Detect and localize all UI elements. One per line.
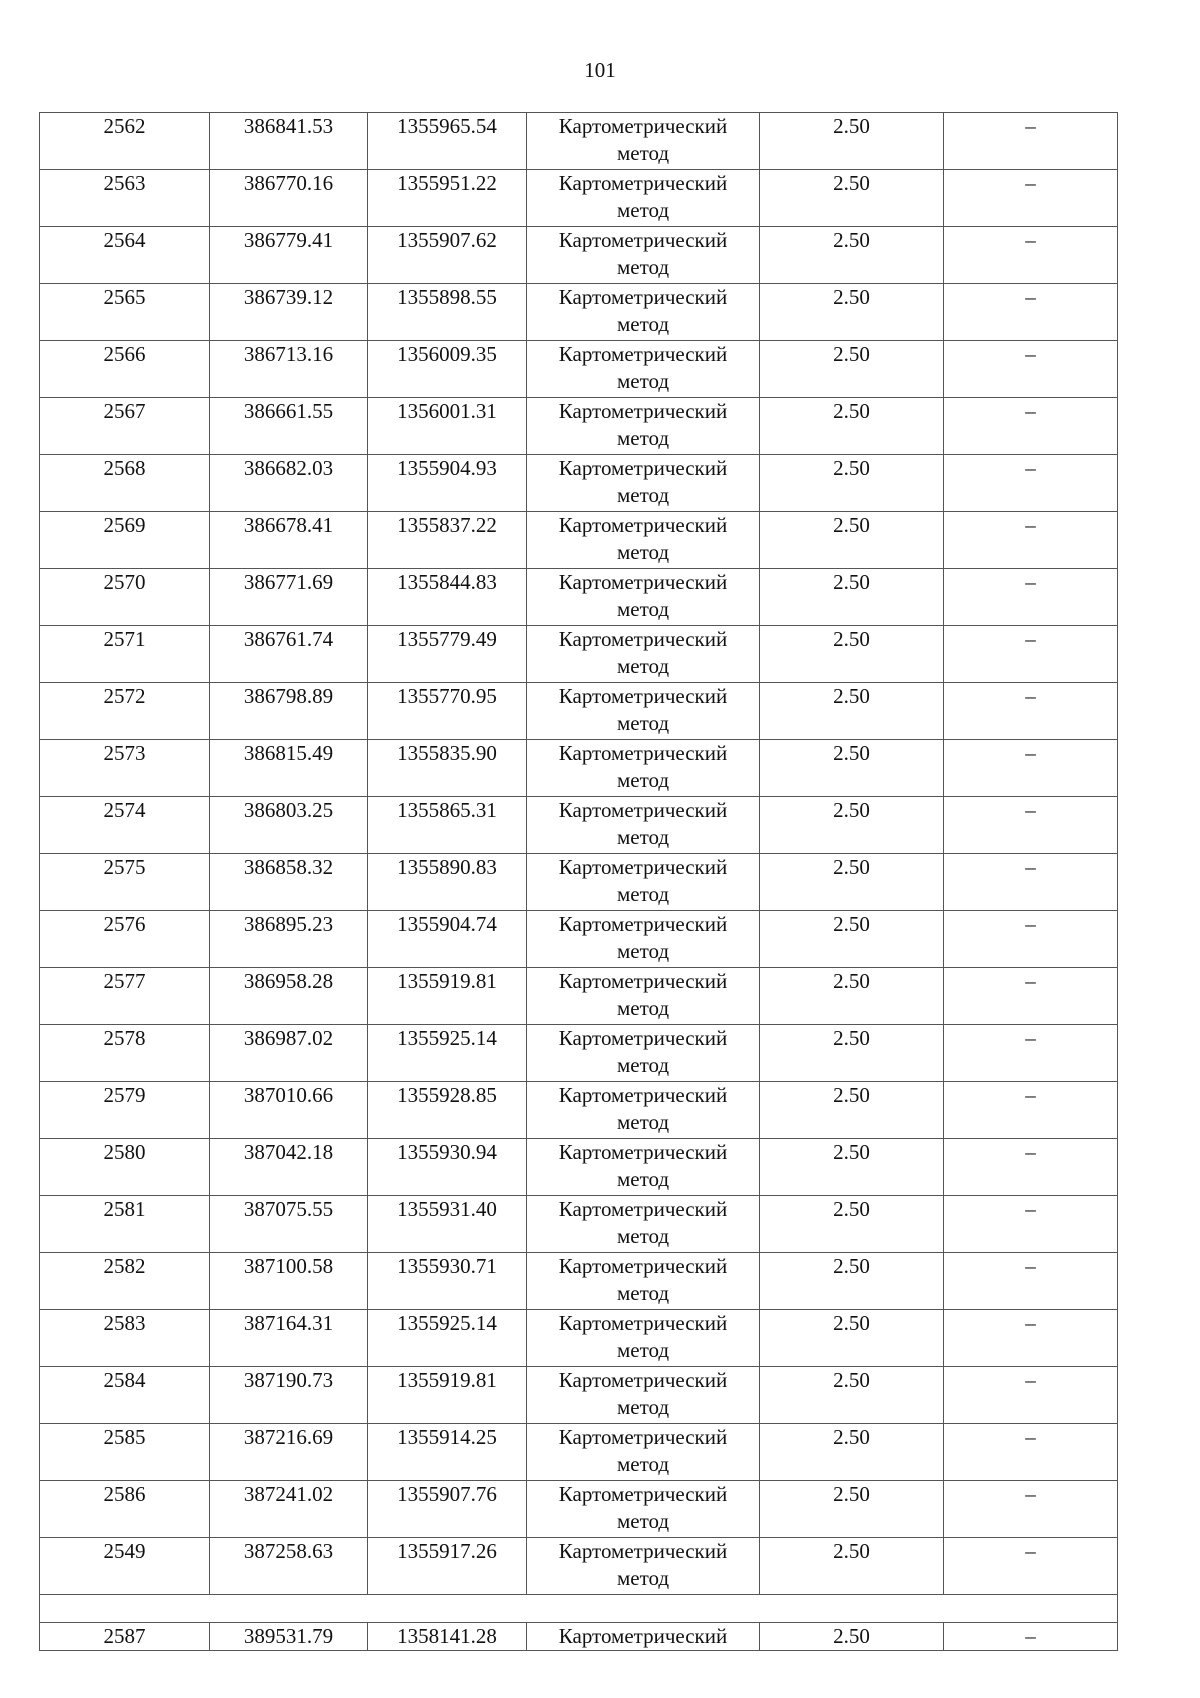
table-row	[40, 398, 1118, 455]
cell-note: –	[944, 227, 1118, 284]
cell-coordinate-x: 387100.58	[210, 1253, 368, 1310]
table-row	[40, 968, 1118, 1025]
cell-coordinate-x: 386841.53	[210, 113, 368, 170]
cell-coordinate-x: 387042.18	[210, 1139, 368, 1196]
table-row	[40, 569, 1118, 626]
cell-note: –	[944, 1310, 1118, 1367]
cell-coordinate-x: 387190.73	[210, 1367, 368, 1424]
cell-method	[527, 1481, 760, 1538]
cell-point-number: 2549	[40, 1538, 210, 1595]
cell-accuracy: 2.50	[760, 797, 944, 854]
cell-coordinate-x: 386895.23	[210, 911, 368, 968]
cell-coordinate-y: 1355844.83	[368, 569, 527, 626]
table-row	[40, 1367, 1118, 1424]
cell-note: –	[944, 341, 1118, 398]
table-row	[40, 683, 1118, 740]
cell-method	[527, 1082, 760, 1139]
cell-coordinate-y: 1355907.62	[368, 227, 527, 284]
cell-point-number: 2562	[40, 113, 210, 170]
table-row	[40, 1424, 1118, 1481]
cell-coordinate-x: 386958.28	[210, 968, 368, 1025]
table-row	[40, 1196, 1118, 1253]
method-line-2: метод	[616, 426, 670, 450]
cell-method	[527, 284, 760, 341]
table-row	[40, 455, 1118, 512]
cell-coordinate-x: 386858.32	[210, 854, 368, 911]
method-line-2: метод	[616, 540, 670, 564]
method-line-2: метод	[616, 996, 670, 1020]
cell-accuracy: 2.50	[760, 1139, 944, 1196]
cell-coordinate-y: 1355907.76	[368, 1481, 527, 1538]
cell-point-number: 2571	[40, 626, 210, 683]
cell-accuracy: 2.50	[760, 113, 944, 170]
cell-accuracy: 2.50	[760, 854, 944, 911]
table-row	[40, 1310, 1118, 1367]
cell-coordinate-x: 387075.55	[210, 1196, 368, 1253]
cell-coordinate-x: 386803.25	[210, 797, 368, 854]
table-row	[40, 227, 1118, 284]
cell-coordinate-x: 387258.63	[210, 1538, 368, 1595]
table-row	[40, 740, 1118, 797]
cell-coordinate-y: 1355928.85	[368, 1082, 527, 1139]
method-line-1: Картометрический	[558, 114, 728, 138]
cell-coordinate-y: 1355904.93	[368, 455, 527, 512]
method-line-1: Картометрический	[558, 399, 728, 423]
cell-accuracy: 2.50	[760, 1025, 944, 1082]
table-row	[40, 1538, 1118, 1595]
cell-method	[527, 455, 760, 512]
table-body	[40, 113, 1118, 1651]
cell-note: –	[944, 1196, 1118, 1253]
method-line-1: Картометрический	[558, 456, 728, 480]
cell-method	[527, 968, 760, 1025]
cell-accuracy: 2.50	[760, 1310, 944, 1367]
cell-method	[527, 854, 760, 911]
method-line-1: Картометрический	[558, 1197, 728, 1221]
cell-note: –	[944, 1367, 1118, 1424]
cell-accuracy: 2.50	[760, 1538, 944, 1595]
cell-point-number: 2573	[40, 740, 210, 797]
cell-note: –	[944, 1623, 1118, 1651]
cell-method	[527, 1424, 760, 1481]
cell-coordinate-y: 1355951.22	[368, 170, 527, 227]
coordinates-table	[39, 112, 1118, 1651]
cell-note: –	[944, 1538, 1118, 1595]
cell-method	[527, 740, 760, 797]
cell-coordinate-y: 1358141.28	[368, 1623, 527, 1651]
method-line-1: Картометрический	[558, 171, 728, 195]
cell-accuracy: 2.50	[760, 512, 944, 569]
cell-method	[527, 1253, 760, 1310]
method-line-1: Картометрический	[558, 684, 728, 708]
cell-coordinate-x: 387164.31	[210, 1310, 368, 1367]
cell-accuracy: 2.50	[760, 170, 944, 227]
cell-point-number: 2581	[40, 1196, 210, 1253]
cell-method	[527, 1623, 760, 1651]
cell-accuracy: 2.50	[760, 1082, 944, 1139]
cell-coordinate-x: 386815.49	[210, 740, 368, 797]
method-line-2: метод	[616, 711, 670, 735]
cell-note: –	[944, 1424, 1118, 1481]
cell-accuracy: 2.50	[760, 740, 944, 797]
cell-coordinate-y: 1355930.94	[368, 1139, 527, 1196]
cell-coordinate-x: 387010.66	[210, 1082, 368, 1139]
method-line-2: метод	[616, 1509, 670, 1533]
method-line-2: метод	[616, 312, 670, 336]
cell-coordinate-x: 386739.12	[210, 284, 368, 341]
method-line-2: метод	[616, 1053, 670, 1077]
cell-point-number: 2572	[40, 683, 210, 740]
cell-coordinate-x: 386761.74	[210, 626, 368, 683]
cell-coordinate-y: 1355904.74	[368, 911, 527, 968]
cell-coordinate-x: 386682.03	[210, 455, 368, 512]
cell-point-number: 2568	[40, 455, 210, 512]
cell-note: –	[944, 1481, 1118, 1538]
table-row	[40, 512, 1118, 569]
table-row	[40, 170, 1118, 227]
cell-accuracy: 2.50	[760, 1253, 944, 1310]
table-row	[40, 797, 1118, 854]
cell-point-number: 2587	[40, 1623, 210, 1651]
cell-method	[527, 1367, 760, 1424]
cell-coordinate-y: 1355770.95	[368, 683, 527, 740]
method-line-2: метод	[616, 825, 670, 849]
cell-coordinate-y: 1355925.14	[368, 1025, 527, 1082]
cell-coordinate-x: 387241.02	[210, 1481, 368, 1538]
cell-point-number: 2578	[40, 1025, 210, 1082]
method-line-1: Картометрический	[558, 1368, 728, 1392]
cell-accuracy: 2.50	[760, 569, 944, 626]
cell-method	[527, 1025, 760, 1082]
method-line-2: метод	[616, 654, 670, 678]
cell-method	[527, 1196, 760, 1253]
method-line-2: метод	[616, 882, 670, 906]
method-line-2: метод	[616, 1566, 670, 1590]
cell-point-number: 2584	[40, 1367, 210, 1424]
cell-point-number: 2576	[40, 911, 210, 968]
cell-coordinate-y: 1355865.31	[368, 797, 527, 854]
cell-point-number: 2563	[40, 170, 210, 227]
cell-coordinate-y: 1355837.22	[368, 512, 527, 569]
method-line-1: Картометрический	[558, 969, 728, 993]
cell-method	[527, 227, 760, 284]
cell-note: –	[944, 626, 1118, 683]
method-line-1: Картометрический	[558, 285, 728, 309]
cell-coordinate-y: 1355930.71	[368, 1253, 527, 1310]
cell-coordinate-y: 1355835.90	[368, 740, 527, 797]
cell-point-number: 2575	[40, 854, 210, 911]
table-row	[40, 113, 1118, 170]
cell-accuracy: 2.50	[760, 968, 944, 1025]
method-line-1: Картометрический	[558, 855, 728, 879]
cell-method	[527, 512, 760, 569]
method-line-1: Картометрический	[558, 1482, 728, 1506]
cell-point-number: 2565	[40, 284, 210, 341]
cell-accuracy: 2.50	[760, 683, 944, 740]
cell-coordinate-y: 1355898.55	[368, 284, 527, 341]
cell-method	[527, 341, 760, 398]
cell-note: –	[944, 740, 1118, 797]
table-row	[40, 1082, 1118, 1139]
cell-coordinate-y: 1355931.40	[368, 1196, 527, 1253]
cell-note: –	[944, 854, 1118, 911]
cell-accuracy: 2.50	[760, 1367, 944, 1424]
cell-coordinate-x: 386779.41	[210, 227, 368, 284]
method-line-1: Картометрический	[558, 1254, 728, 1278]
cell-note: –	[944, 170, 1118, 227]
cell-method	[527, 398, 760, 455]
cell-point-number: 2585	[40, 1424, 210, 1481]
cell-point-number: 2577	[40, 968, 210, 1025]
method-line-2: метод	[616, 483, 670, 507]
table-row	[40, 1481, 1118, 1538]
cell-note: –	[944, 911, 1118, 968]
cell-note: –	[944, 683, 1118, 740]
cell-point-number: 2586	[40, 1481, 210, 1538]
separator-cell	[40, 1595, 1118, 1623]
table-row	[40, 284, 1118, 341]
cell-accuracy: 2.50	[760, 227, 944, 284]
method-line-2: метод	[616, 1110, 670, 1134]
method-line-1: Картометрический	[558, 228, 728, 252]
cell-accuracy: 2.50	[760, 1424, 944, 1481]
cell-point-number: 2579	[40, 1082, 210, 1139]
method-line-2: метод	[616, 1452, 670, 1476]
method-line-2: метод	[616, 255, 670, 279]
table-row	[40, 626, 1118, 683]
table-row	[40, 854, 1118, 911]
cell-point-number: 2564	[40, 227, 210, 284]
cell-coordinate-y: 1356009.35	[368, 341, 527, 398]
cell-coordinate-x: 389531.79	[210, 1623, 368, 1651]
method-line-1: Картометрический	[558, 513, 728, 537]
cell-coordinate-x: 386678.41	[210, 512, 368, 569]
method-line-2: метод	[616, 939, 670, 963]
cell-point-number: 2583	[40, 1310, 210, 1367]
cell-accuracy: 2.50	[760, 1623, 944, 1651]
cell-note: –	[944, 1025, 1118, 1082]
cell-note: –	[944, 512, 1118, 569]
cell-note: –	[944, 284, 1118, 341]
cell-accuracy: 2.50	[760, 1481, 944, 1538]
cell-coordinate-y: 1355914.25	[368, 1424, 527, 1481]
cell-coordinate-y: 1355919.81	[368, 968, 527, 1025]
cell-note: –	[944, 968, 1118, 1025]
method-line-2: метод	[616, 198, 670, 222]
method-line-1: Картометрический	[558, 912, 728, 936]
cell-method	[527, 1310, 760, 1367]
method-line-1: Картометрический	[558, 1026, 728, 1050]
table-row	[40, 1139, 1118, 1196]
cell-method	[527, 170, 760, 227]
method-line-1: Картометрический	[558, 1140, 728, 1164]
table-row	[40, 1025, 1118, 1082]
cell-point-number: 2570	[40, 569, 210, 626]
cell-coordinate-y: 1355965.54	[368, 113, 527, 170]
method-line-1: Картометрический	[558, 627, 728, 651]
cell-coordinate-y: 1356001.31	[368, 398, 527, 455]
method-line-1: Картометрический	[558, 570, 728, 594]
method-line-2: метод	[616, 1167, 670, 1191]
cell-accuracy: 2.50	[760, 284, 944, 341]
cell-method	[527, 1538, 760, 1595]
method-line-2: метод	[616, 1338, 670, 1362]
cell-point-number: 2566	[40, 341, 210, 398]
cell-note: –	[944, 1253, 1118, 1310]
cell-point-number: 2580	[40, 1139, 210, 1196]
method-line-2: метод	[616, 141, 670, 165]
cell-coordinate-x: 386770.16	[210, 170, 368, 227]
method-line-1: Картометрический	[558, 798, 728, 822]
cell-coordinate-y: 1355890.83	[368, 854, 527, 911]
table-row	[40, 341, 1118, 398]
cell-accuracy: 2.50	[760, 455, 944, 512]
method-line-2: метод	[616, 768, 670, 792]
cell-accuracy: 2.50	[760, 626, 944, 683]
separator-row	[40, 1595, 1118, 1623]
cell-note: –	[944, 1082, 1118, 1139]
cell-note: –	[944, 398, 1118, 455]
cell-accuracy: 2.50	[760, 341, 944, 398]
cell-method	[527, 113, 760, 170]
cell-note: –	[944, 569, 1118, 626]
method-line-1: Картометрический	[558, 342, 728, 366]
cell-coordinate-x: 386771.69	[210, 569, 368, 626]
cell-point-number: 2569	[40, 512, 210, 569]
cell-coordinate-x: 386713.16	[210, 341, 368, 398]
table-row	[40, 911, 1118, 968]
method-line-1: Картометрический	[558, 1539, 728, 1563]
cell-method	[527, 1139, 760, 1196]
cell-accuracy: 2.50	[760, 911, 944, 968]
cell-coordinate-x: 387216.69	[210, 1424, 368, 1481]
method-line-2: метод	[616, 369, 670, 393]
method-line-2: метод	[616, 1395, 670, 1419]
cell-coordinate-x: 386798.89	[210, 683, 368, 740]
cell-coordinate-y: 1355925.14	[368, 1310, 527, 1367]
method-line-1: Картометрический	[558, 741, 728, 765]
cell-point-number: 2567	[40, 398, 210, 455]
cell-coordinate-x: 386661.55	[210, 398, 368, 455]
cell-method	[527, 683, 760, 740]
cell-method	[527, 626, 760, 683]
table-row	[40, 1253, 1118, 1310]
cell-point-number: 2582	[40, 1253, 210, 1310]
cell-note: –	[944, 797, 1118, 854]
method-line-2: метод	[616, 597, 670, 621]
cell-coordinate-y: 1355779.49	[368, 626, 527, 683]
method-line-1: Картометрический	[558, 1311, 728, 1335]
cell-coordinate-y: 1355919.81	[368, 1367, 527, 1424]
page-number: 101	[584, 58, 616, 82]
method-line-1: Картометрический	[558, 1624, 728, 1648]
cell-coordinate-y: 1355917.26	[368, 1538, 527, 1595]
cell-accuracy: 2.50	[760, 1196, 944, 1253]
method-line-2: метод	[616, 1224, 670, 1248]
table-row-last	[40, 1623, 1118, 1651]
cell-note: –	[944, 113, 1118, 170]
cell-point-number: 2574	[40, 797, 210, 854]
cell-method	[527, 797, 760, 854]
method-line-2: метод	[616, 1281, 670, 1305]
cell-note: –	[944, 1139, 1118, 1196]
cell-accuracy: 2.50	[760, 398, 944, 455]
cell-method	[527, 911, 760, 968]
cell-coordinate-x: 386987.02	[210, 1025, 368, 1082]
method-line-1: Картометрический	[558, 1425, 728, 1449]
cell-method	[527, 569, 760, 626]
method-line-1: Картометрический	[558, 1083, 728, 1107]
cell-note: –	[944, 455, 1118, 512]
